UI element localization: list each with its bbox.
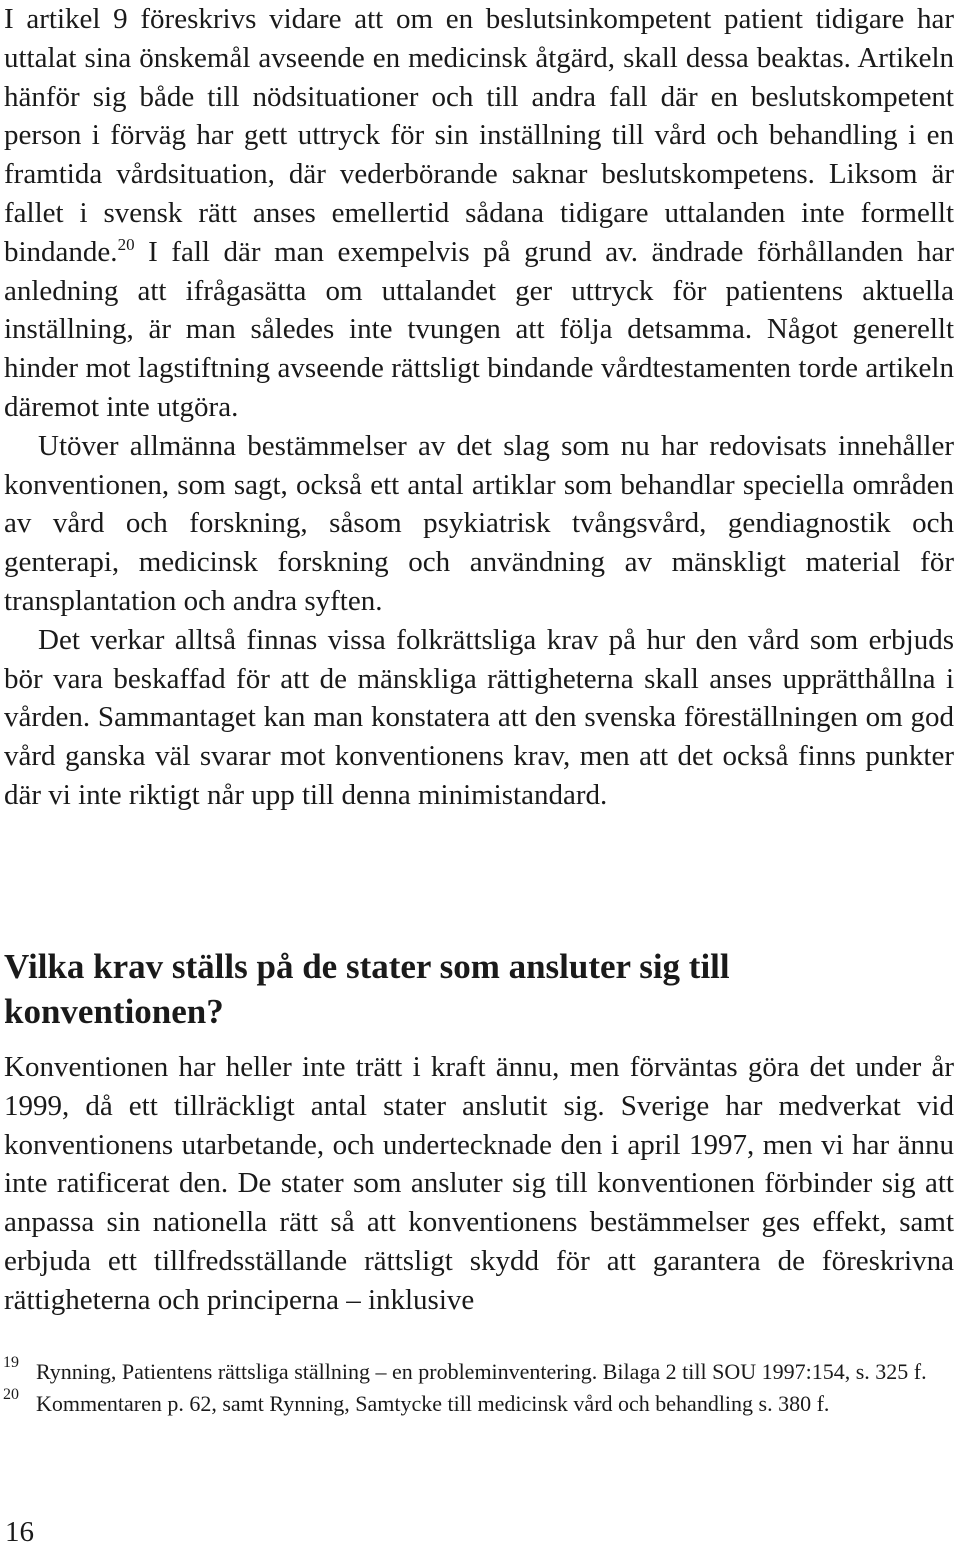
footnote-text: Rynning, Patientens rättsliga ställning – en probleminventering. Bilaga 2 till SOU 1997:154, s. 325 f. bbox=[36, 1359, 927, 1384]
body-text-top bbox=[4, 0, 954, 815]
section-heading: Vilka krav ställs på de stater som ansluter sig till konventionen? bbox=[4, 947, 730, 1031]
paragraph-1 bbox=[4, 0, 954, 427]
footnote-number: 20 bbox=[3, 1385, 19, 1403]
footnotes bbox=[0, 1356, 958, 1419]
footnote-20 bbox=[0, 1385, 958, 1420]
footnote-19 bbox=[0, 1356, 958, 1388]
paragraph-2: Utöver allmänna bestämmelser av det slag som nu har redovisats innehåller konventionen, som sagt, också ett antal artiklar som behandlar speciella områden av vård och forskning, såsom psykiatrisk tvångsvård, gendiagnostik och genterapi, medicinsk forskning och användning av mänskligt material för transplantation och andra syften. bbox=[4, 429, 954, 617]
paragraph-4: Konventionen har heller inte trätt i kraft ännu, men förväntas göra det under år 1999, då ett tillräckligt antal stater anslutit sig. Sverige har medverkat vid konventionens utarbetande, och undertecknade den i april 1997, men vi har ännu inte ratificerat den. De stater som ansluter sig till konventionen förbinder sig att anpassa sin nationella rätt så att konventionens bestämmelser ges effekt, samt erbjuda ett tillfredsställande rättsligt skydd för att garantera de föreskrivna rättigheterna och principerna – inklusive bbox=[4, 1051, 954, 1316]
paragraph-1-text: I artikel 9 föreskrivs vidare att om en beslutsinkompetent patient tidigare har uttalat sina önskemål avseende en medicinsk åtgärd, skall dessa beaktas. Artikeln hänför sig både till nödsituationer och till andra fall där en beslutskompetent person i förväg har gett uttryck för sin inställning till vård och behandling i en framtida vårdsituation, där vederbörande saknar beslutskompetens. Liksom är fallet i svensk rätt anses emellertid sådana tidigare uttalanden inte formellt bindande. bbox=[4, 3, 954, 268]
body-text-bottom bbox=[4, 1048, 954, 1320]
footnote-number: 19 bbox=[3, 1354, 19, 1371]
paragraph-3: Det verkar alltså finnas vissa folkrättsliga krav på hur den vård som erbjuds bör vara beskaffad för att de mänskliga rättigheterna skall anses upprätthållna i vården. Sammantaget kan man konstatera att den svenska föreställningen om god vård ganska väl svarar mot konventionens krav, men att det också finns punkter där vi inte riktigt når upp till denna minimistandard. bbox=[4, 623, 954, 811]
page-number: 16 bbox=[5, 1516, 34, 1548]
paragraph-1-text-continued: I fall där man exempelvis på grund av. ändrade förhållanden har anledning att ifrågasätta om uttalandet ger uttryck för patientens aktuella inställning, är man således inte tvungen att följa detsamma. Något generellt hinder mot lagstiftning avseende rättsligt bindande vårdtestamenten torde artikeln däremot inte utgöra. bbox=[4, 235, 954, 423]
footnote-text: Kommentaren p. 62, samt Rynning, Samtycke till medicinsk vård och behandling s. 380 f. bbox=[36, 1390, 830, 1416]
footnote-ref-20[interactable]: 20 bbox=[117, 234, 135, 254]
